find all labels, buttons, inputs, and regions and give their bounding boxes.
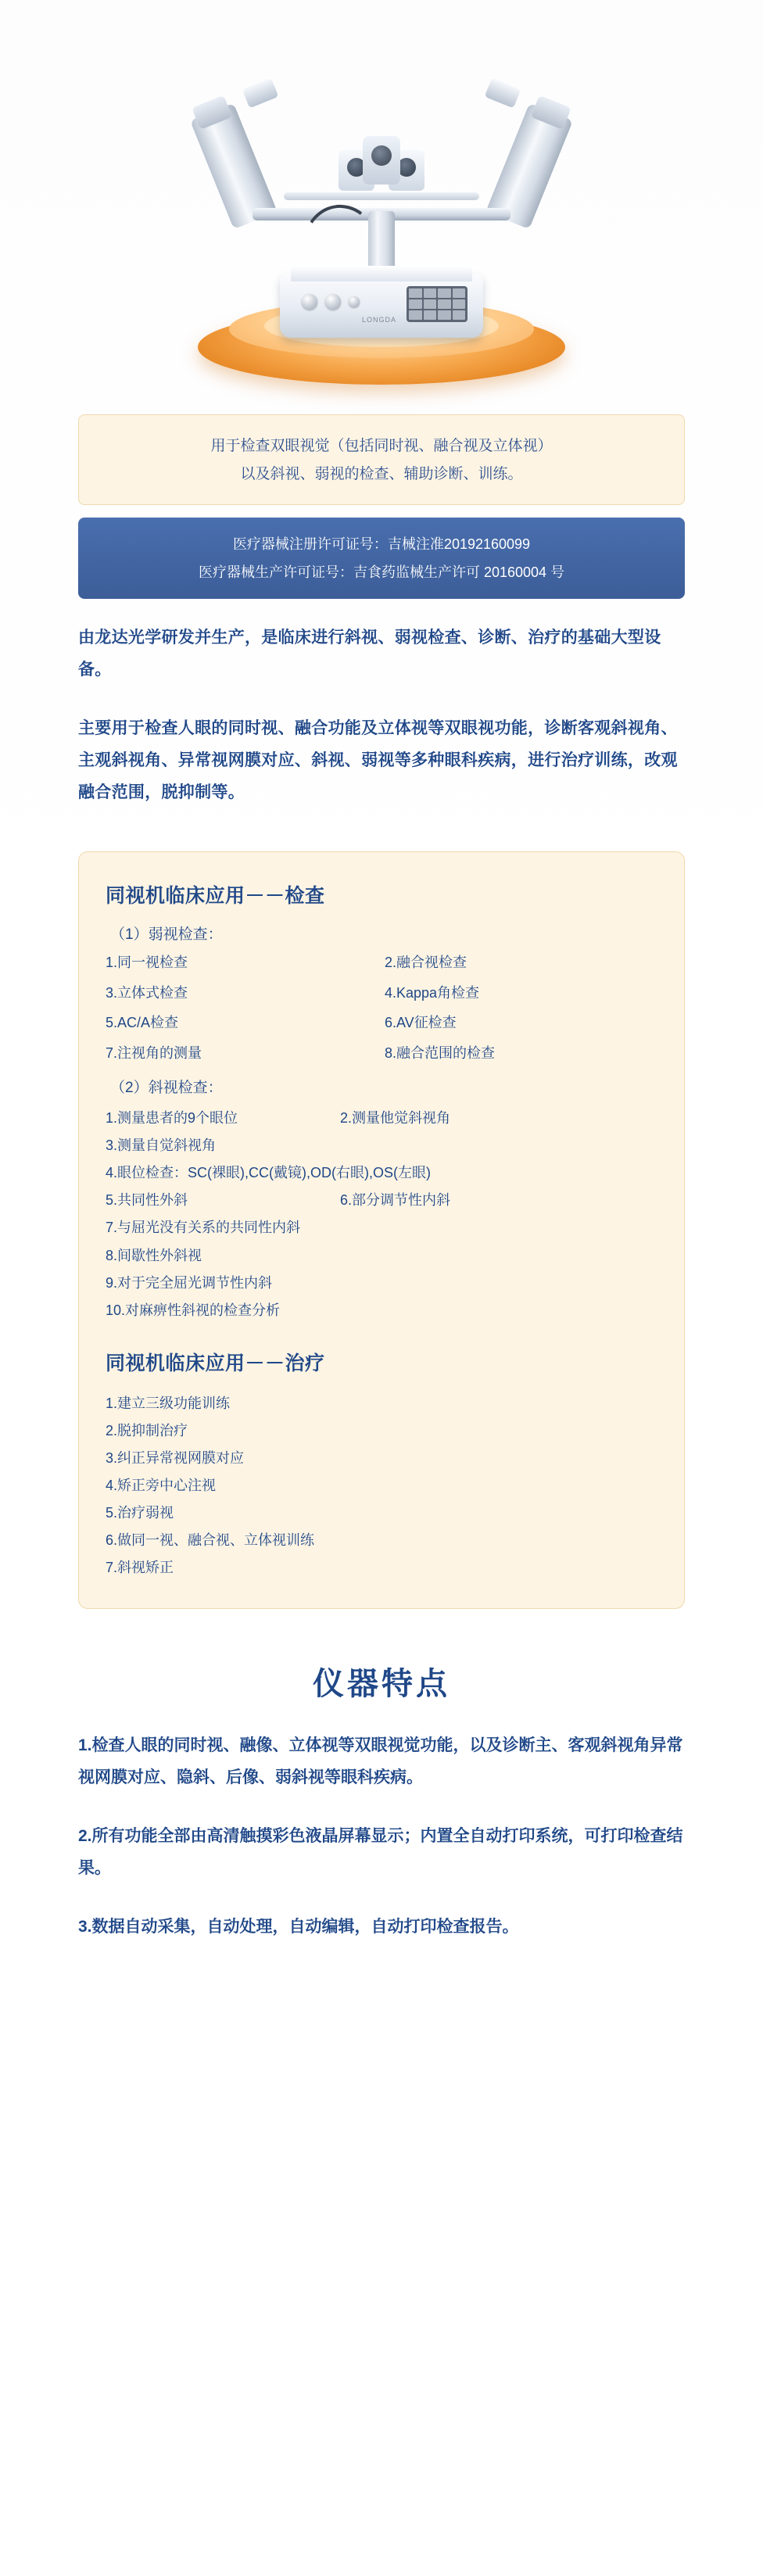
list-item: 4.眼位检查：SC(裸眼),CC(戴镜),OD(右眼),OS(左眼) [106, 1165, 431, 1181]
list-item: 9.对于完全屈光调节性内斜 [106, 1274, 273, 1291]
keypad-key [409, 288, 422, 298]
list-item: 7.斜视矫正 [106, 1560, 174, 1576]
list-item: 4.矫正旁中心注视 [106, 1478, 217, 1494]
strabismus-subhead: （2）斜视检查： [110, 1080, 223, 1097]
list-item: 7.与屈光没有关系的共同性内斜 [106, 1220, 301, 1236]
upper-cross-arm [284, 192, 479, 200]
adjust-knob-2 [325, 294, 341, 310]
list-item: 2.脱抑制治疗 [106, 1422, 188, 1438]
synoptophore-device [213, 33, 550, 338]
lamp-housing-left-icon [242, 77, 279, 108]
lamp-housing-right-icon [485, 77, 521, 108]
console-keypad [407, 286, 467, 322]
keypad-key [424, 288, 437, 298]
list-item: 1.测量患者的9个眼位 [106, 1110, 238, 1127]
description-paragraph-1: 由龙达光学研发并生产，是临床进行斜视、弱视检查、诊断、治疗的基础大型设备。 [78, 629, 661, 679]
keypad-key [438, 310, 451, 320]
keypad-key [424, 310, 437, 320]
strabismus-item-list [106, 1105, 657, 1324]
keypad-key [438, 288, 451, 298]
list-item: 3.测量自觉斜视角 [106, 1138, 217, 1154]
description-paragraph-2: 主要用于检查人眼的同时视、融合功能及立体视等双眼视功能，诊断客观斜视角、主观斜视角、异常视网膜对应、斜视、弱视等多种眼科疾病，进行治疗训练，改观融合范围，脱抑制等。 [78, 719, 678, 801]
list-item: 3.纠正异常视网膜对应 [106, 1450, 245, 1466]
production-certificate: 医疗器械生产许可证号：吉食药监械生产许可 20160004 号 [198, 564, 565, 581]
list-item: 7.注视角的测量 [106, 1045, 202, 1062]
adjust-knob-3 [349, 296, 360, 307]
registration-certificate: 医疗器械注册许可证号：吉械注准20192160099 [232, 536, 531, 553]
feature-item-1: 1.检查人眼的同时视、融像、立体视等双眼视觉功能，以及诊断主、客观斜视角异常视网膜对应、隐斜、后像、弱斜视等眼科疾病。 [78, 1736, 683, 1787]
feature-item-3: 3.数据自动采集，自动处理，自动编辑，自动打印检查报告。 [78, 1918, 519, 1936]
list-item: 5.共同性外斜 [106, 1192, 188, 1209]
control-console [280, 274, 483, 338]
device-stage [147, 31, 616, 399]
chin-headrest [363, 136, 400, 185]
clinical-application-card [78, 851, 685, 1610]
list-item: 1.建立三级功能训练 [106, 1395, 231, 1411]
exam-section-title: 同视机临床应用－－检查 [106, 884, 325, 907]
device-brand-label: LONGDA [362, 316, 397, 324]
features-title: 仪器特点 [313, 1667, 450, 1702]
treatment-item-list [106, 1390, 657, 1582]
list-item: 5.治疗弱视 [106, 1505, 174, 1521]
list-item: 1.同一视检查 [106, 954, 188, 970]
list-item: 2.测量他觉斜视角 [340, 1110, 451, 1127]
hero-product-image [0, 0, 763, 407]
list-item: 4.Kappa角检查 [385, 984, 480, 1001]
keypad-key [409, 299, 422, 309]
list-item: 3.立体式检查 [106, 984, 188, 1001]
amblyopia-item-list [106, 951, 657, 1065]
keypad-key [409, 310, 422, 320]
keypad-key [453, 310, 466, 320]
intro-line-2: 以及斜视、弱视的检查、辅助诊断、训练。 [240, 466, 523, 483]
amblyopia-subhead: （1）弱视检查： [110, 926, 223, 943]
list-item: 10.对麻痹性斜视的检查分析 [106, 1302, 281, 1318]
keypad-key [453, 299, 466, 309]
list-item: 6.部分调节性内斜 [340, 1192, 451, 1209]
list-item: 6.做同一视、融合视、立体视训练 [106, 1532, 315, 1549]
list-item: 8.间歇性外斜视 [106, 1247, 202, 1263]
keypad-key [438, 299, 451, 309]
adjust-knob-1 [302, 294, 317, 310]
list-row [106, 1105, 657, 1132]
list-row [106, 1187, 657, 1214]
feature-item-2: 2.所有功能全部由高清触摸彩色液晶屏幕显示；内置全自动打印系统，可打印检查结果。 [78, 1827, 683, 1878]
list-item: 2.融合视检查 [385, 954, 467, 970]
list-item: 6.AV征检查 [385, 1015, 457, 1031]
treatment-section-title: 同视机临床应用－－治疗 [106, 1352, 325, 1374]
certificate-box [78, 518, 685, 599]
keypad-key [453, 288, 466, 298]
keypad-key [424, 299, 437, 309]
intro-line-1: 用于检查双眼视觉（包括同时视、融合视及立体视） [210, 438, 553, 454]
list-item: 8.融合范围的检查 [385, 1045, 496, 1062]
list-item: 5.AC/A检查 [106, 1015, 179, 1031]
intro-box [78, 414, 685, 505]
